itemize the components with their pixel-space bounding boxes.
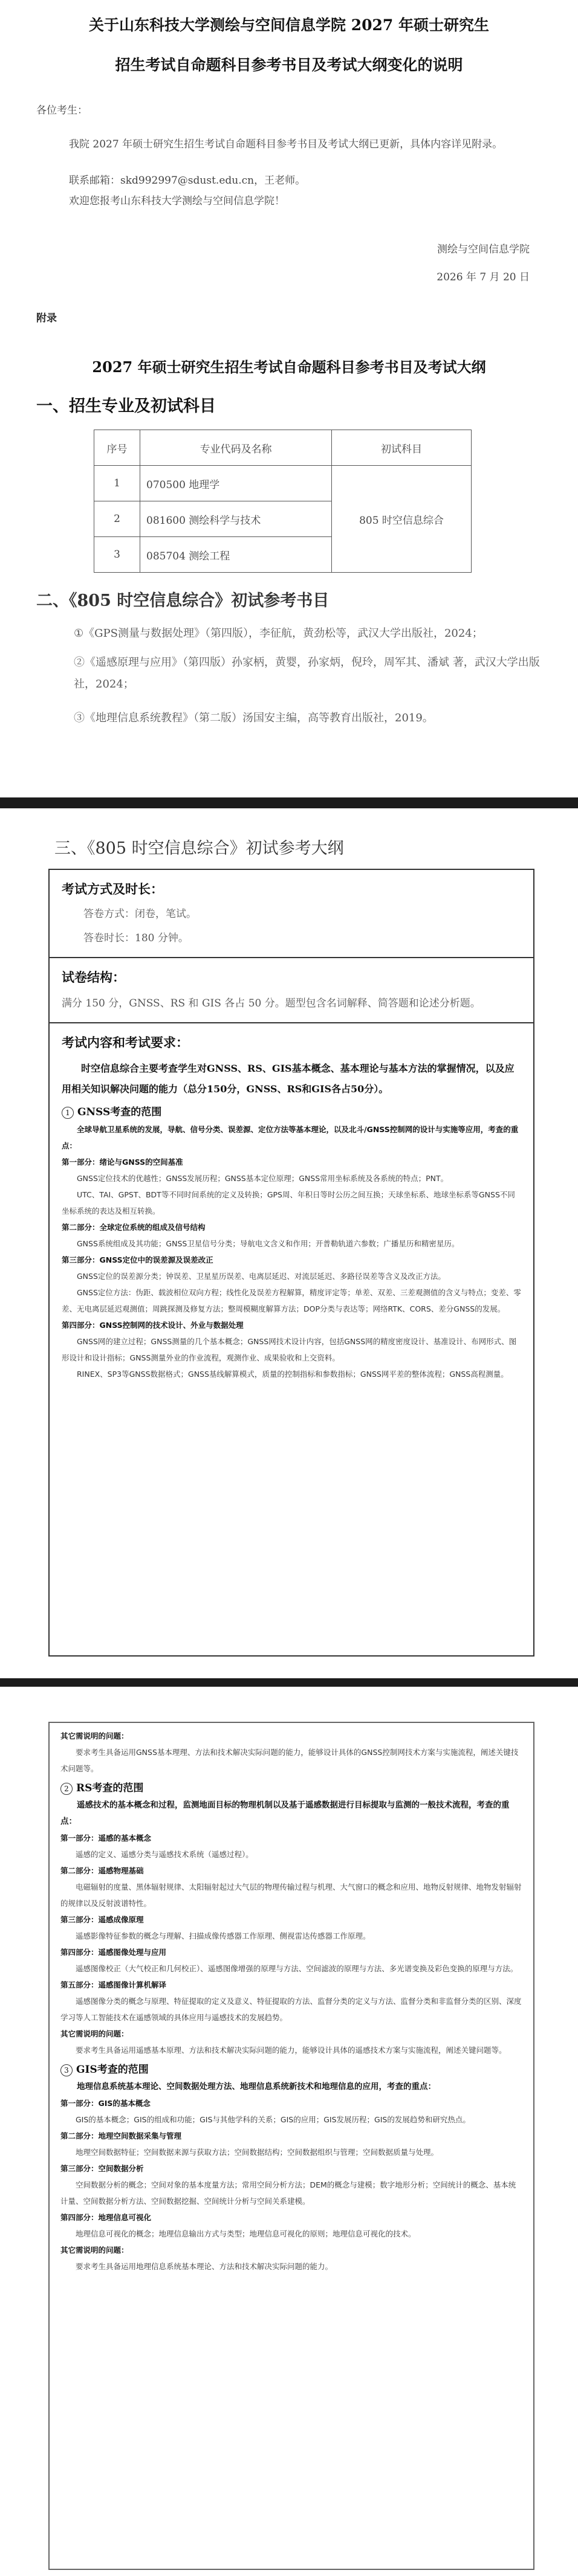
item-heading: 第三部分：遥感成像原理 — [60, 1915, 144, 1924]
gnss-items — [62, 1154, 521, 1382]
notice-body: 我院 2027 年硕士研究生招生考试自命题科目参考书目及考试大纲已更新，具体内容详见附录。 — [69, 138, 503, 150]
item-heading: 第三部分：空间数据分析 — [60, 2164, 144, 2173]
gis-scope-heading — [60, 2061, 522, 2079]
page-separator — [0, 1678, 578, 1687]
item-heading: 其它需说明的问题： — [60, 2029, 129, 2038]
structure-title: 试卷结构： — [62, 970, 125, 985]
item-text: 遥感图像校正（大气校正和几何校正）、遥感图像增强的原理与方法、空间滤波的原理与方法、多光谱变换及彩色变换的原理与方法。 — [76, 1964, 518, 1973]
item-text: 地理信息可视化的概念；地理信息输出方式与类型；地理信息可视化的原则；地理信息可视化的技术。 — [76, 2229, 416, 2238]
rs-scope-heading — [60, 1779, 522, 1797]
syllabus-box-continued — [48, 1722, 534, 2570]
cell-subject: 805 时空信息综合 — [332, 466, 472, 573]
item-heading: 第一部分：绪论与GNSS的空间基准 — [62, 1158, 183, 1167]
syllabus-item — [60, 2095, 522, 2128]
subjects-table — [94, 430, 472, 573]
cell-major: 070500 地理学 — [140, 466, 332, 501]
header-no: 序号 — [94, 430, 140, 466]
item-text: 空间数据分析的概念；空间对象的基本度量方法；常用空间分析方法；DEM的概念与建模；数字地形分析；空间统计的概念、基本统计量、空间数据分析方法、空间数据挖掘、空间统计分析与空间关系建模。 — [60, 2180, 516, 2206]
table-header-row — [94, 430, 472, 466]
reference-1: ①《GPS测量与数据处理》（第四版），李征航，黄劲松等，武汉大学出版社，2024； — [74, 627, 483, 640]
item-heading: 其它需说明的问题： — [60, 1731, 129, 1740]
item-heading: 第五部分：遥感图像计算机解译 — [60, 1980, 167, 1989]
structure-section — [50, 958, 533, 1023]
appendix-title: 2027 年硕士研究生招生考试自命题科目参考书目及考试大纲 — [92, 358, 486, 376]
item-text: 电磁辐射的度量、黑体辐射规律、太阳辐射起过大气层的物理传输过程与机理、大气窗口的概念和应用、地物反射规律、地物发射辐射的规律以及反射波谱特性。 — [60, 1882, 522, 1908]
syllabus-item — [60, 1977, 522, 2026]
date: 2026 年 7 月 20 日 — [437, 271, 530, 283]
syllabus-item — [62, 1366, 521, 1382]
item-heading: 第一部分：GIS的基本概念 — [60, 2099, 151, 2108]
gnss-scope-title: GNSS考查的范围 — [77, 1106, 162, 1118]
section-number-badge: 3 — [60, 2064, 73, 2076]
item-heading: 第四部分：遥感图像处理与应用 — [60, 1948, 167, 1957]
item-text: RINEX、SP3等GNSS数据格式；GNSS基线解算模式，质量的控制指标和参数指标；GNSS网平差的整体流程；GNSS高程测量。 — [77, 1370, 508, 1379]
page-2 — [0, 808, 578, 1678]
item-heading: 第四部分：地理信息可视化 — [60, 2213, 152, 2222]
content-section — [50, 1023, 533, 1391]
syllabus-item — [60, 2160, 522, 2209]
gis-intro: 地理信息系统基本理论、空间数据处理方法、地理信息系统新技术和地理信息的应用，考查的重点： — [77, 2082, 436, 2091]
syllabus-item — [60, 2026, 522, 2058]
section-number-badge: 2 — [60, 1783, 73, 1795]
page-1 — [0, 0, 578, 797]
rs-scope-title: RS考查的范围 — [76, 1782, 144, 1794]
exam-method: 答卷方式：闭卷，笔试。 — [83, 908, 196, 920]
item-text: 遥感影像特征参数的概念与理解、扫描成像传感器工作原理、侧视雷达传感器工作原理。 — [76, 1931, 371, 1940]
section-heading-1: 一、招生专业及初试科目 — [36, 397, 216, 416]
header-subject: 初试科目 — [332, 430, 472, 466]
gnss-intro: 全球导航卫星系统的发展，导航、信号分类、误差源、定位方法等基本理论，以及北斗/GNSS控制网的设计与实施等应用，考查的重点： — [62, 1125, 519, 1150]
item-heading: 第三部分：GNSS定位中的误差源及误差改正 — [62, 1255, 213, 1264]
item-text: GNSS定位方法：伪距、载波相位双向方程；线性化及误差方程解算，精度评定等；单差、双差、三差观测值的含义与特点；变差、零差、无电离层延迟观测值；周跳探测及修复方法；整周模糊度解算方法；DOP分类与表达等；网络RTK、CORS、差分GNSS的发展。 — [62, 1288, 521, 1313]
item-text: 遥感图像分类的概念与原理、特征提取的定义及意义、特征提取的方法、监督分类的定义与方法、监督分类和非监督分类的区别、深度学习等人工智能技术在遥感领域的具体应用与遥感技术的发展趋势。 — [60, 1997, 522, 2022]
syllabus-item — [60, 2242, 522, 2275]
item-heading: 第二部分：遥感物理基础 — [60, 1866, 144, 1875]
contact-email: 联系邮箱：skd992997@sdust.edu.cn，王老师。 — [69, 175, 306, 187]
item-text: GNSS定位的误差源分类；钟误差、卫星星历误差、电离层延迟、对流层延迟、多路径误差等含义及改正方法。 — [77, 1272, 446, 1281]
syllabus-item — [60, 1944, 522, 1977]
page-3 — [0, 1687, 578, 2576]
syllabus-item — [62, 1219, 521, 1252]
gis-items — [60, 2095, 522, 2275]
syllabus-item — [62, 1154, 521, 1187]
item-text: 地理空间数据特征；空间数据来源与获取方法；空间数据结构；空间数据组织与管理；空间数据质量与处理。 — [76, 2148, 439, 2157]
item-heading: 第二部分：地理空间数据采集与管理 — [60, 2131, 182, 2140]
cell-no: 3 — [94, 537, 140, 573]
item-text: 遥感的定义、遥感分类与遥感技术系统（遥感过程）。 — [76, 1850, 253, 1859]
notice-title-line1: 关于山东科技大学测绘与空间信息学院 2027 年硕士研究生 — [89, 16, 489, 34]
syllabus-item — [62, 1252, 521, 1284]
cell-no: 1 — [94, 466, 140, 501]
syllabus-item — [62, 1284, 521, 1317]
syllabus-item — [60, 2209, 522, 2242]
greeting: 各位考生： — [36, 105, 88, 117]
item-text: GIS的基本概念；GIS的组成和功能；GIS与其他学科的关系；GIS的应用；GIS发展历程；GIS的发展趋势和研究热点。 — [76, 2115, 470, 2124]
section-number-badge: 1 — [62, 1107, 74, 1119]
syllabus-item — [60, 1830, 522, 1863]
item-heading: 其它需说明的问题： — [60, 2246, 129, 2255]
rs-intro: 遥感技术的基本概念和过程，监测地面目标的物理机制以及基于遥感数据进行目标提取与监测的一般技术流程，考查的重点： — [60, 1800, 510, 1826]
syllabus-item — [62, 1317, 521, 1366]
syllabus-item — [60, 2128, 522, 2160]
syllabus-item — [60, 1863, 522, 1911]
header-major: 专业代码及名称 — [140, 430, 332, 466]
section-heading-2: 二、《805 时空信息综合》初试参考书目 — [36, 591, 330, 610]
rs-items — [60, 1830, 522, 2058]
syllabus-item — [62, 1187, 521, 1219]
welcome-text: 欢迎您报考山东科技大学测绘与空间信息学院！ — [69, 195, 285, 207]
cell-major: 081600 测绘科学与技术 — [140, 501, 332, 537]
item-text: 要求考生具备运用GNSS基本理理、方法和技术解决实际问题的能力，能够设计具体的GNSS控制网技术方案与实施流程，阐述关键技术问题等。 — [60, 1748, 519, 1773]
structure-text: 满分 150 分，GNSS、RS 和 GIS 各占 50 分。题型包含名词解释、简答题和论述分析题。 — [62, 997, 481, 1009]
reference-3: ③《地理信息系统教程》（第二版）汤国安主编，高等教育出版社，2019。 — [74, 712, 434, 724]
item-heading: 第二部分：全球定位系统的组成及信号结构 — [62, 1223, 206, 1232]
item-text: UTC、TAI、GPST、BDT等不同时间系统的定义及转换；GPS周、年积日等时公历之间互换；天球坐标系、地球坐标系等GNSS不同坐标系统的表达及相互转换。 — [62, 1190, 515, 1216]
signature: 测绘与空间信息学院 — [437, 243, 530, 256]
gis-scope-title: GIS考查的范围 — [76, 2064, 149, 2076]
syllabus-box — [48, 869, 534, 1657]
cell-major: 085704 测绘工程 — [140, 537, 332, 573]
notice-title-line2: 招生考试自命题科目参考书目及考试大纲变化的说明 — [115, 56, 463, 74]
rs-top-items — [60, 1728, 522, 1777]
exam-time: 答卷时长：180 分钟。 — [83, 932, 189, 944]
syllabus-item — [60, 1911, 522, 1944]
appendix-label: 附录 — [36, 312, 57, 324]
page-separator — [0, 797, 578, 808]
section-heading-3: 三、《805 时空信息综合》初试参考大纲 — [54, 839, 344, 858]
item-heading: 第四部分：GNSS控制网的技术设计、外业与数据处理 — [62, 1321, 244, 1330]
item-heading: 第一部分：遥感的基本概念 — [60, 1834, 152, 1843]
gnss-scope-heading — [62, 1103, 521, 1121]
content-title: 考试内容和考试要求： — [62, 1035, 189, 1050]
syllabus-item — [60, 1728, 522, 1777]
item-text: GNSS系统组成及其功能；GNSS卫星信号分类；导航电文含义和作用；开普勒轨道六参数；广播星历和精密星历。 — [77, 1239, 459, 1248]
exam-method-title: 考试方式及时长： — [62, 881, 163, 897]
reference-2: ②《遥感原理与应用》（第四版）孙家柄，黄婴，孙家炳，倪玲，周军其、潘斌 著，武汉大学出版社，2024； — [74, 656, 540, 691]
table-row — [94, 466, 472, 501]
exam-method-section — [50, 870, 533, 958]
item-text: 要求考生具备运用地理信息系统基本理论、方法和技术解决实际问题的能力。 — [76, 2262, 333, 2271]
content-intro: 时空信息综合主要考查学生对GNSS、RS、GIS基本概念、基本理论与基本方法的掌握情况，以及应用相关知识解决问题的能力（总分150分，GNSS、RS和GIS各占50分）。 — [62, 1063, 515, 1095]
cell-no: 2 — [94, 501, 140, 537]
item-text: GNSS定位技术的优越性；GNSS发展历程；GNSS基本定位原理；GNSS常用坐标系统及各系统的特点；PNT。 — [77, 1174, 449, 1183]
item-text: 要求考生具备运用遥感基本原理、方法和技术解决实际问题的能力，能够设计具体的遥感技术方案与实施流程，阐述关键问题等。 — [76, 2046, 507, 2055]
item-text: GNSS网的建立过程；GNSS测量的几个基本概念；GNSS网技术设计内容，包括GNSS网的精度密度设计、基准设计、布网形式、图形设计和设计指标；GNSS测量外业的作业流程，观测作业、成果验收和上交资料。 — [62, 1337, 517, 1362]
